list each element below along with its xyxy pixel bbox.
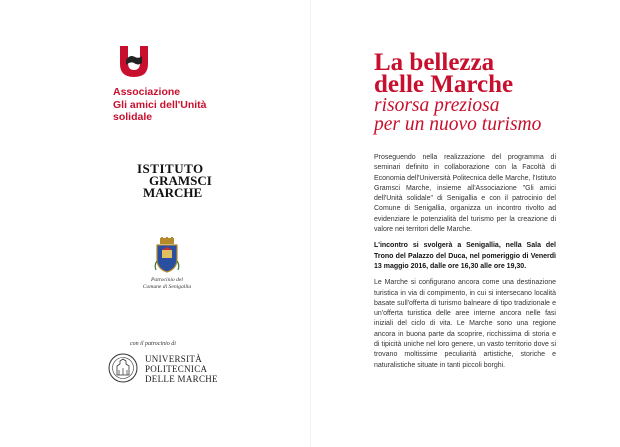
university-wordmark [145, 354, 218, 384]
association-name [113, 86, 233, 124]
title-line-1: La bellezza [374, 49, 495, 76]
association-line-2: Gli amici dell'Unità [113, 98, 207, 111]
patrocinio-label: con il patrocinio di [130, 341, 176, 347]
university-line-1: UNIVERSITÀ [145, 354, 202, 364]
association-line-3: solidale [113, 111, 153, 123]
gramsci-logo [137, 163, 217, 199]
comune-line-2: Comune di Senigallia [142, 284, 192, 290]
body-text [374, 153, 556, 377]
gramsci-line-1: ISTITUTO [137, 161, 204, 176]
page-fold [310, 0, 311, 447]
page-title [374, 49, 542, 135]
paragraph-marche: Le Marche si configurano ancora come una destinazione turistica in via di compimento, in cui si intersecano località basate sull'offerta di turismo balneare di tipo tradizionale e un'offerta turistica delle aree interne ancora nelle fasi iniziali del ciclo di vita. Le Marche sono una regione ancora in buona parte da scoprire, ricchissima di storia e di tipicità uniche nel loro genere, un vasto territorio dove si trovano moltissime peculiarità artistiche, storiche e naturalistiche situate in tanti piccoli borghi. [374, 279, 556, 369]
paragraph-event-details: L'incontro si svolgerà a Senigallia, nella Sala del Trono del Palazzo del Duca, nel pomeriggio di Venerdì 13 maggio 2016, dalle ore 16,30 alle ore 19,30. [374, 242, 556, 270]
gramsci-line-2: GRAMSCI [149, 173, 212, 188]
subtitle-line-1: risorsa preziosa [374, 95, 500, 116]
university-line-2: POLITECNICA [145, 364, 208, 374]
comune-caption [136, 277, 198, 291]
title-line-2: delle Marche [374, 71, 514, 98]
association-line-1: Associazione [113, 86, 181, 98]
comune-line-1: Patrocinio del [151, 277, 183, 283]
comune-block [136, 237, 198, 291]
university-line-3: DELLE MARCHE [145, 374, 218, 384]
association-logo-icon [117, 44, 151, 78]
comune-crest-icon [154, 237, 180, 273]
subtitle-line-2: per un nuovo turismo [374, 114, 542, 135]
association-block [113, 44, 233, 124]
university-seal-icon [108, 353, 138, 383]
gramsci-line-3: MARCHE [143, 185, 203, 200]
gramsci-wordmark [137, 163, 217, 199]
paragraph-intro: Proseguendo nella realizzazione del programma di seminari definito in collaborazione con la Facoltà di Economia dell'Università Politecnica delle Marche, l'Istituto Gramsci Marche, insieme all'Associazione "Gli amici dell'Unità solidale" di Senigallia e con il patrocinio del Comune di Senigallia, organizza un incontro rivolto ad evidenziare le potenzialità del turismo per la creazione di valore nei territori delle Marche. [374, 154, 556, 234]
